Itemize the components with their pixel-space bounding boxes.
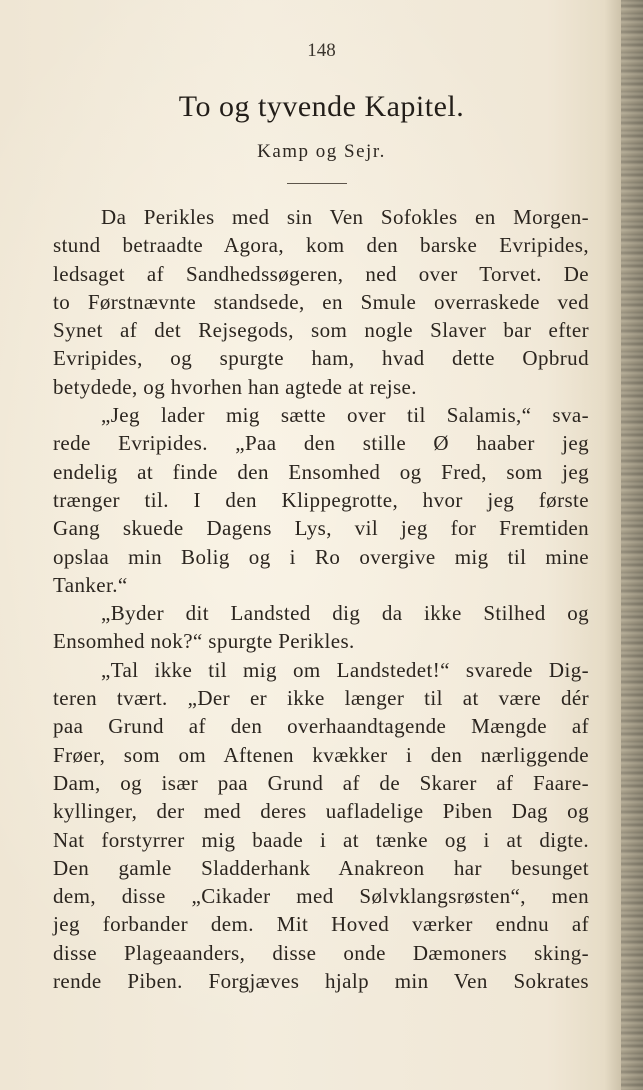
text-line: rende Piben. Forgjæves hjalp min Ven Sokrates bbox=[53, 969, 589, 994]
text-line: stund betraadte Agora, kom den barske Evripides, bbox=[53, 233, 589, 258]
text-line: trænger til. I den Klippegrotte, hvor jeg første bbox=[53, 487, 589, 512]
page-number: 148 bbox=[307, 40, 336, 61]
text-line: Tanker.“ bbox=[53, 572, 128, 597]
text-line: opslaa min Bolig og i Ro overgive mig til mine bbox=[53, 544, 589, 569]
text-line: Ensomhed nok?“ spurgte Perikles. bbox=[53, 629, 355, 654]
text-line: Nat forstyrrer mig baade i at tænke og i at digte. bbox=[53, 827, 589, 852]
text-line: betydede, og hvorhen han agtede at rejse. bbox=[53, 374, 417, 399]
text-line: jeg forbander dem. Mit Hoved værker endnu af bbox=[53, 912, 589, 937]
text-line: ledsaget af Sandhedssøgeren, ned over Torvet. De bbox=[53, 261, 589, 286]
text-line: dem, disse „Cikader med Sølvklangsrøsten“, men bbox=[53, 884, 589, 909]
text-line: kyllinger, der med deres uafladelige Piben Dag og bbox=[53, 799, 589, 824]
text-line: Frøer, som om Aftenen kvækker i den nærliggende bbox=[53, 742, 589, 767]
page-edge bbox=[621, 0, 643, 1090]
text-line: Den gamle Sladderhank Anakreon har besunget bbox=[53, 855, 589, 880]
text-line: teren tvært. „Der er ikke længer til at være dér bbox=[53, 686, 589, 711]
text-line: Evripides, og spurgte ham, hvad dette Opbrud bbox=[53, 346, 589, 371]
text-line: Synet af det Rejsegods, som nogle Slaver bar efter bbox=[53, 318, 589, 343]
text-line: rede Evripides. „Paa den stille Ø haaber jeg bbox=[53, 431, 589, 456]
title-divider bbox=[287, 183, 347, 184]
text-line: „Jeg lader mig sætte over til Salamis,“ sva- bbox=[101, 403, 589, 428]
text-line: Da Perikles med sin Ven Sofokles en Morgen- bbox=[101, 205, 589, 229]
text-line: to Førstnævnte standsede, en Smule overraskede ved bbox=[53, 289, 589, 314]
text-line: „Byder dit Landsted dig da ikke Stilhed og bbox=[101, 601, 589, 626]
text-line: disse Plageaanders, disse onde Dæmoners sking- bbox=[53, 940, 589, 965]
text-line: paa Grund af den overhaandtagende Mængde af bbox=[53, 714, 589, 739]
chapter-title: To og tyvende Kapitel. bbox=[178, 90, 465, 123]
body-text bbox=[53, 203, 589, 995]
text-line: Dam, og især paa Grund af de Skarer af Faare- bbox=[53, 770, 589, 795]
text-line: endelig at finde den Ensomhed og Fred, som jeg bbox=[53, 459, 589, 484]
text-line: „Tal ikke til mig om Landstedet!“ svarede Dig- bbox=[101, 657, 589, 682]
text-line: Gang skuede Dagens Lys, vil jeg for Fremtiden bbox=[53, 516, 589, 541]
chapter-subtitle: Kamp og Sejr. bbox=[257, 141, 386, 162]
